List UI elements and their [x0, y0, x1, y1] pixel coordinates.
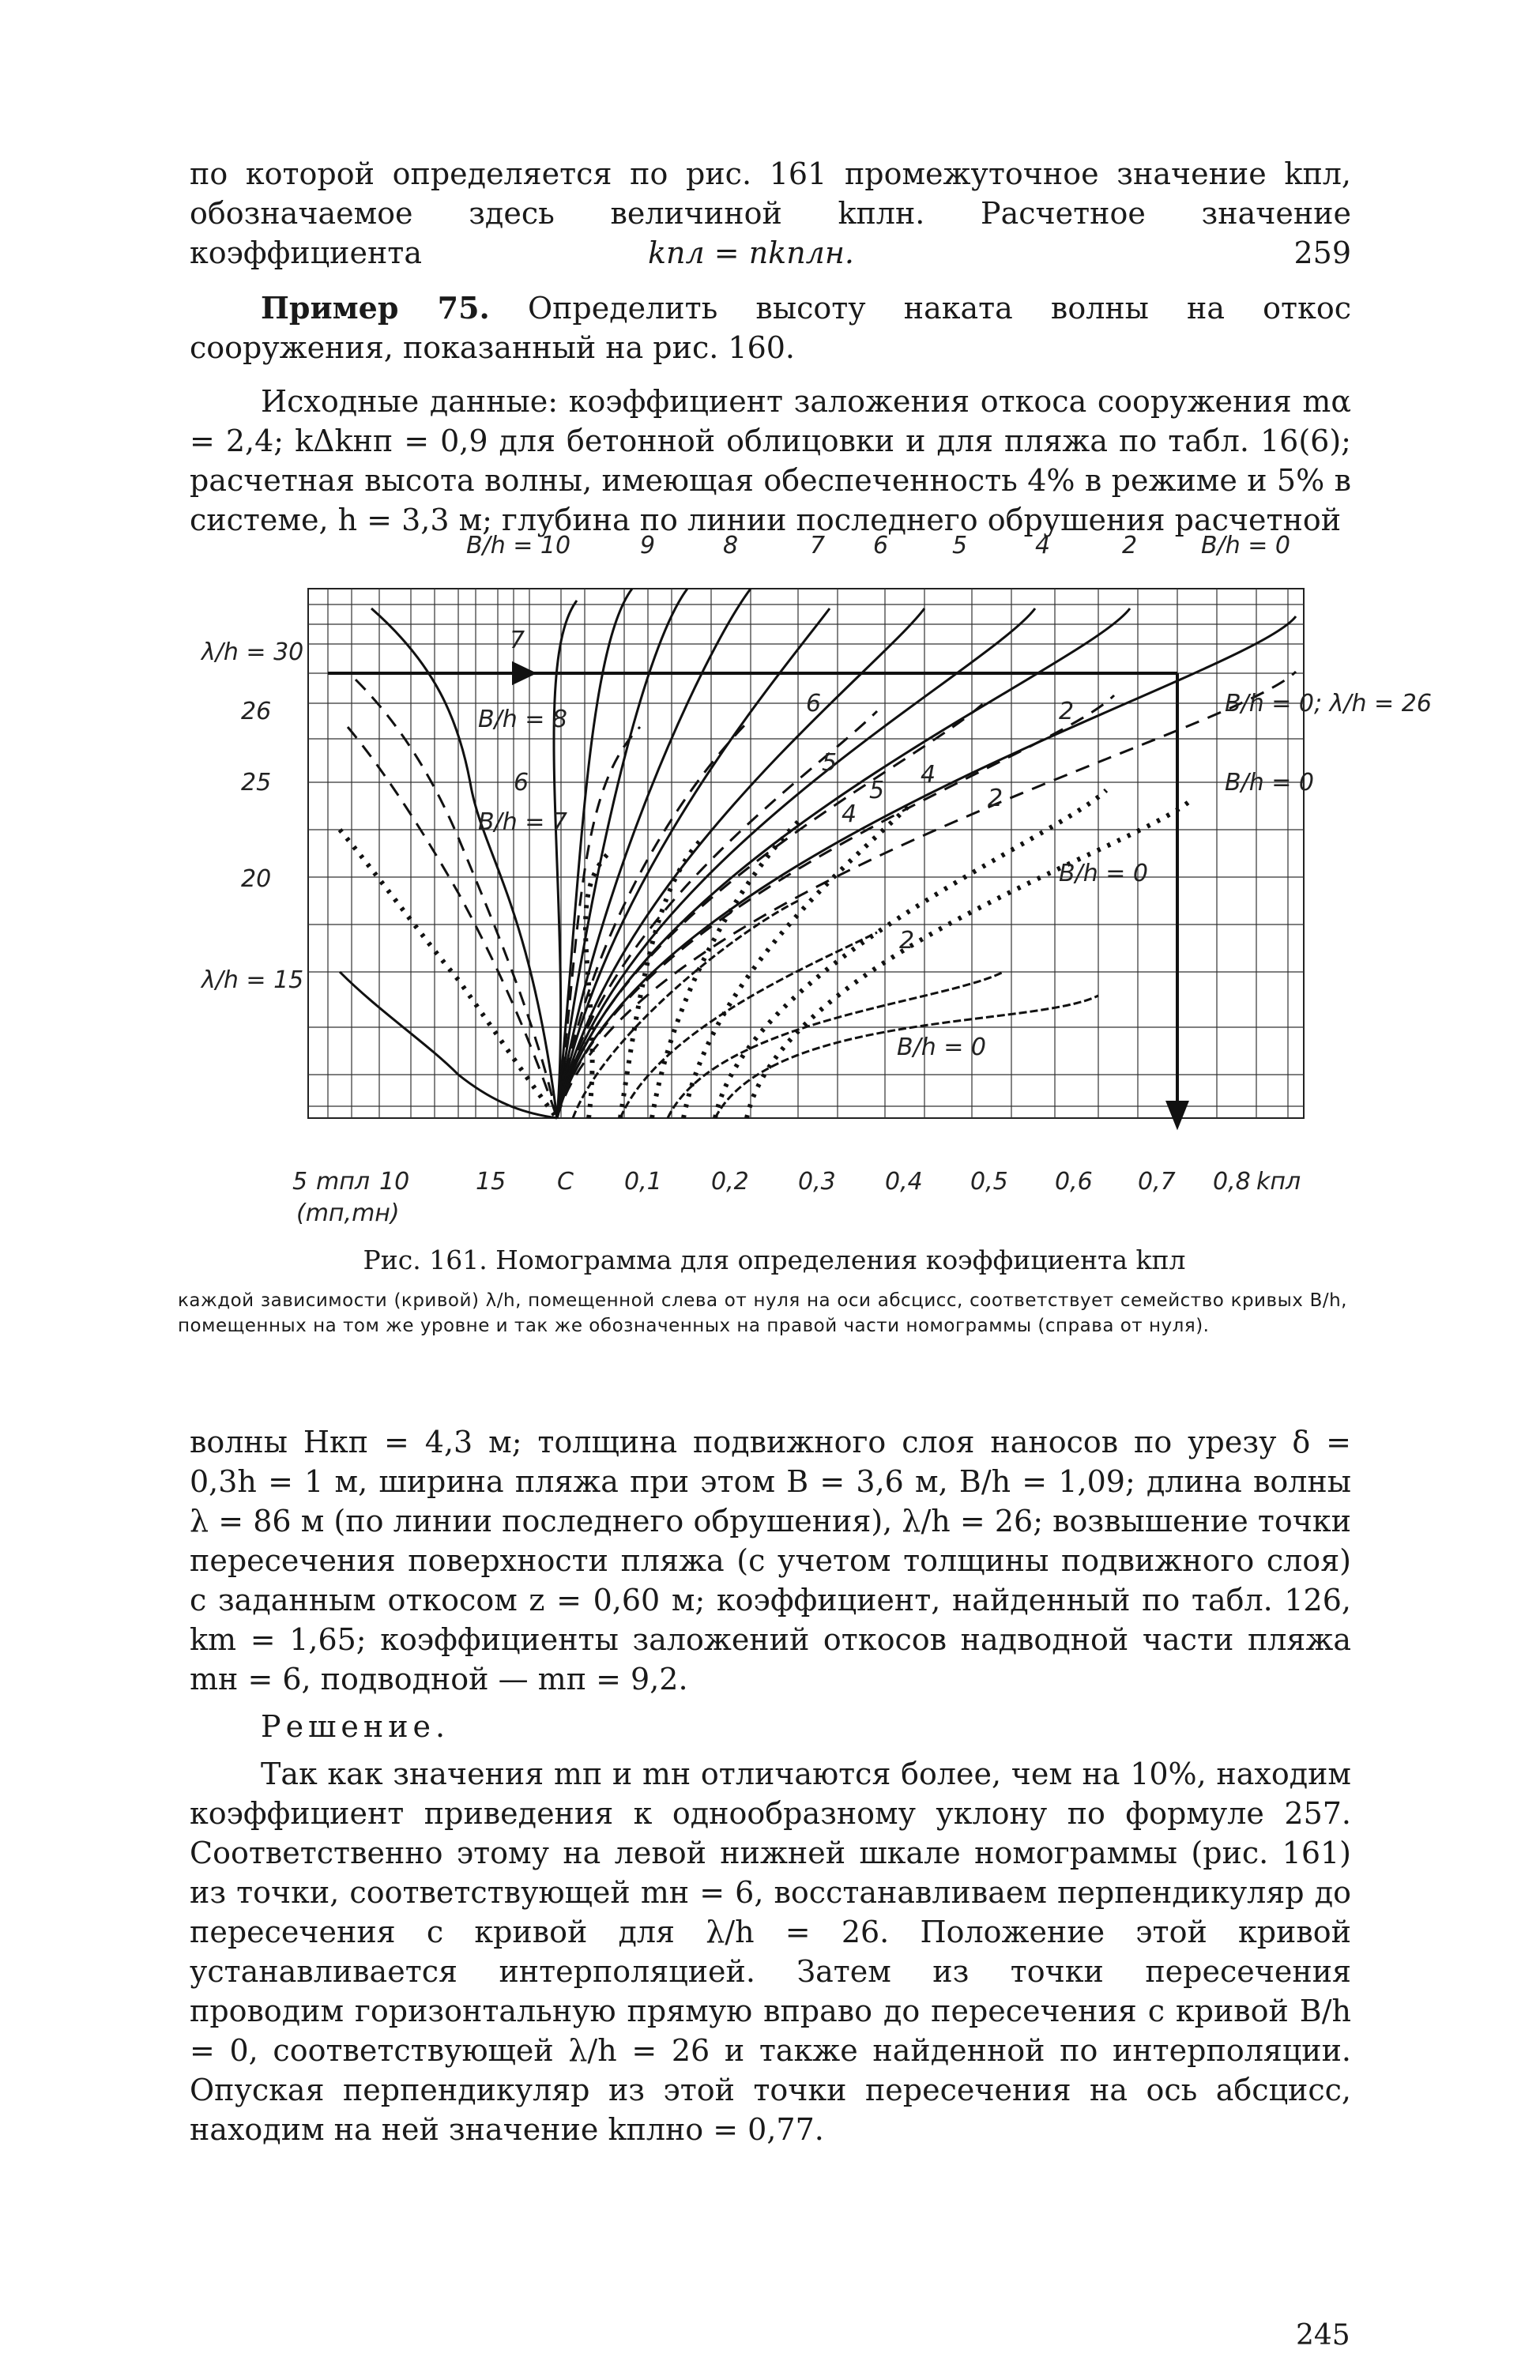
- ylabel: 26: [241, 698, 272, 725]
- inner-label: 5: [822, 749, 838, 777]
- top-label: 6: [873, 532, 889, 559]
- lambda-curve-26: [356, 680, 557, 1118]
- b-curve-upper: [557, 608, 924, 1118]
- xtick-sublabel: (mп,mн): [296, 1199, 400, 1227]
- xtick-label: 0,4: [885, 1168, 923, 1196]
- top-label: 9: [640, 532, 656, 559]
- top-label: 4: [1035, 532, 1051, 559]
- right-label: B/h = 0: [1225, 769, 1314, 796]
- right-label: B/h = 0; λ/h = 26: [1225, 690, 1432, 717]
- xtick-label: 0,7: [1138, 1168, 1176, 1196]
- nomogram-figure: [198, 522, 1432, 1248]
- xtick-label: 0,2: [711, 1168, 749, 1196]
- b-curve-dotted: [620, 838, 703, 1118]
- inner-label: 6: [514, 769, 529, 796]
- top-label: 5: [952, 532, 968, 559]
- inner-label: 7: [510, 627, 525, 654]
- inner-label: B/h = 7: [478, 808, 567, 836]
- b-curve-upper: [557, 608, 1130, 1118]
- b-curve-dotted: [747, 798, 1193, 1118]
- solution-title: Решение.: [261, 1709, 450, 1744]
- right-label: B/h = 0: [1059, 860, 1148, 887]
- figure-note: каждой зависимости (кривой) λ/h, помещенной слева от нуля на оси абсцисс, соответствует семейство кривых B/h, помещенных на том же уровне и так же обозначенных на правой части номограммы (справа от нуля).: [178, 1290, 1347, 1336]
- arrow-head-right: [514, 664, 533, 683]
- xtick-label: 15: [476, 1168, 506, 1196]
- xtick-label: 0,5: [970, 1168, 1008, 1196]
- xtick-label-left: mпл: [316, 1168, 371, 1196]
- curves: [340, 589, 1296, 1118]
- continuation: [190, 1422, 1351, 2149]
- ylabel: 25: [241, 769, 272, 796]
- formula-expression: kпл = nkплн.: [648, 235, 854, 270]
- xtick-label-right: kпл: [1256, 1168, 1301, 1196]
- inner-label: 4: [921, 761, 936, 789]
- example-75: [190, 288, 1351, 540]
- inner-label: 2: [988, 785, 1003, 812]
- lambda-curve-15: [340, 972, 557, 1118]
- xtick-label: 0,3: [798, 1168, 836, 1196]
- figure-caption: Рис. 161. Номограмма для определения коэффициента kпл: [363, 1245, 1186, 1275]
- top-label: 7: [810, 532, 826, 559]
- right-label: B/h = 0: [897, 1034, 986, 1061]
- example-data: Исходные данные: коэффициент заложения откоса сооружения mα = 2,4; kΔkнп = 0,9 для бетонной облицовки и для пляжа по табл. 16(6); расчетная высота волны, имеющая обеспеченность 4% в режиме и 5% в системе, h = 3,3 м; глубина по линии последнего обрушения расчетной: [190, 384, 1351, 537]
- b-curve-crossed: [620, 932, 877, 1118]
- xtick-label: 0,1: [624, 1168, 662, 1196]
- xtick-label: 0,8: [1213, 1168, 1251, 1196]
- xtick-label: 5: [292, 1168, 308, 1196]
- continuation-paragraph: волны Hкп = 4,3 м; толщина подвижного слоя наносов по урезу δ = 0,3h = 1 м, ширина пляжа при этом B = 3,6 м, B/h = 1,09; длина волны λ = 86 м (по линии последнего обрушения), λ/h = 26; возвышение точки пересечения поверхности пляжа (с учетом толщины подвижного слоя) с заданным откосом z = 0,60 м; коэффициент, найденный по табл. 126, km = 1,65; коэффициенты заложений откосов надводной части пляжа mн = 6, подводной — mп = 9,2.: [190, 1425, 1351, 1697]
- solution-paragraph: Так как значения mп и mн отличаются более, чем на 10%, находим коэффициент приведения к однообразному уклону по формуле 257. Соответственно этому на левой нижней шкале номограммы (рис. 161) из точки, соответствующей mн = 6, восстанавливаем перпендикуляр до пересечения с кривой для λ/h = 26. Положение этой кривой устанавливается интерполяцией. Затем из точки пересечения проводим горизонтальную прямую вправо до пересечения с кривой B/h = 0, соответствующей λ/h = 26 и также найденной по интерполяции. Опуская перпендикуляр из этой точки пересечения на ось абсцисс, находим на ней значение kплно = 0,77.: [190, 1757, 1351, 2147]
- inner-label: 2: [899, 927, 915, 955]
- formula-number: 259: [1293, 235, 1351, 270]
- inner-label: 2: [1059, 698, 1075, 725]
- xtick-label: 0,6: [1055, 1168, 1093, 1196]
- inner-label: B/h = 8: [478, 706, 567, 733]
- top-label: B/h = 0: [1201, 532, 1290, 559]
- ylabel: λ/h = 30: [201, 638, 304, 666]
- top-label: 2: [1122, 532, 1138, 559]
- inner-label: 5: [869, 777, 885, 804]
- b-curve-dotted: [652, 822, 798, 1118]
- grid: [308, 589, 1304, 1118]
- ylabel: 20: [241, 865, 272, 893]
- example-text: Определить высоту наката волны на откос сооружения, показанный на рис. 160.: [190, 291, 1351, 365]
- xtick-label: 10: [379, 1168, 410, 1196]
- xtick-label: C: [557, 1168, 574, 1196]
- arrow-head: [1168, 1102, 1187, 1126]
- top-label: B/h = 10: [466, 532, 571, 559]
- plot-frame: [308, 589, 1304, 1118]
- example-title: Пример 75.: [261, 290, 490, 326]
- intro-text: по которой определяется по рис. 161 промежуточное значение kпл, обозначаемое здесь величиной kплн. Расчетное значение коэффициента: [190, 156, 1351, 270]
- top-label: 8: [723, 532, 739, 559]
- page-number: 245: [1296, 2319, 1350, 2352]
- inner-label: 4: [842, 800, 857, 828]
- ylabel: λ/h = 15: [201, 966, 304, 994]
- inner-label: 6: [806, 690, 822, 717]
